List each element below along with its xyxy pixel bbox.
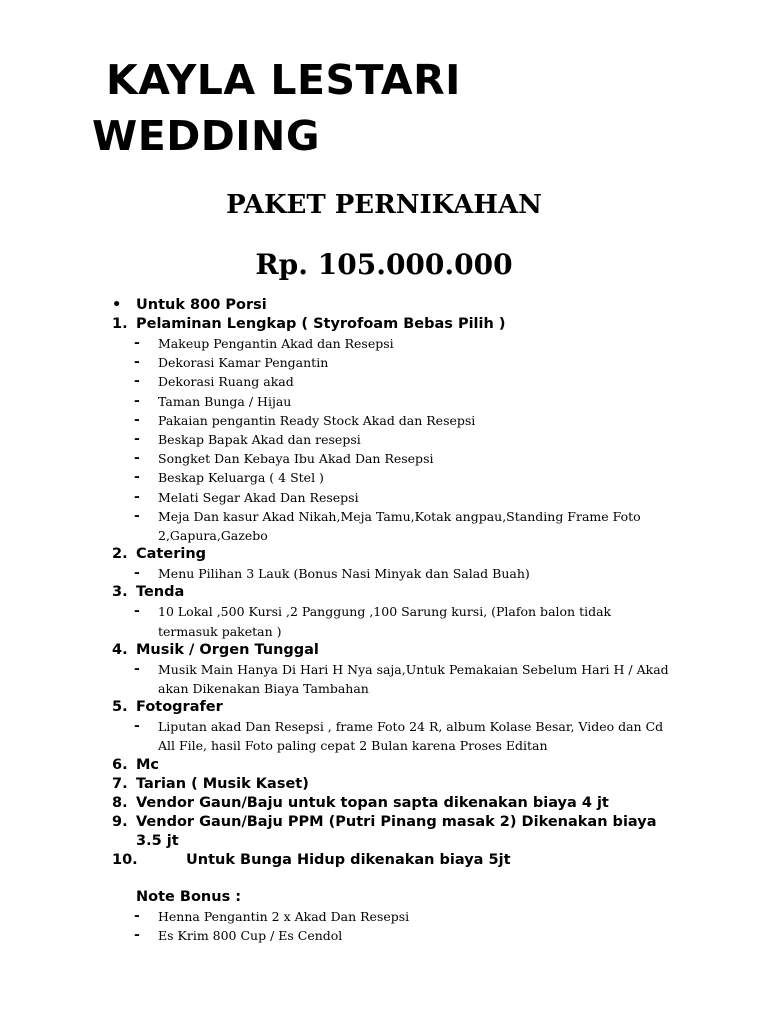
dash-marker: - [134, 411, 140, 428]
list-item-number: 5. [112, 699, 128, 716]
list-item-label: Tarian ( Musik Kaset) [136, 775, 309, 792]
dash-marker: - [134, 507, 140, 524]
dash-marker: - [134, 660, 140, 677]
sub-item-text: Dekorasi Kamar Pengantin [158, 355, 329, 371]
list-item-number: 3. [112, 584, 128, 601]
note-item-text: Es Krim 800 Cup / Es Cendol [158, 927, 343, 943]
sub-item [112, 334, 672, 353]
title-line-2: WEDDING [92, 112, 321, 160]
sub-item [112, 430, 672, 449]
spacer [112, 870, 672, 888]
sub-item-text: Liputan akad Dan Resepsi , frame Foto 24 R, album Kolase Besar, Video dan Cd All File, hasil Foto paling cepat 2 Bulan karena Proses Editan [158, 719, 664, 754]
list-item [112, 545, 672, 564]
list-item-number: 2. [112, 546, 128, 563]
package-heading: PAKET PERNIKAHAN [226, 190, 542, 220]
list-item-label: Untuk Bunga Hidup dikenakan biaya 5jt [186, 851, 511, 868]
package-price: Rp. 105.000.000 [255, 248, 513, 281]
list-item-number: 9. [112, 813, 128, 830]
bullet-text: Untuk 800 Porsi [136, 297, 267, 313]
list-item-label: Catering [136, 546, 207, 563]
dash-marker: - [134, 565, 140, 582]
sub-item-text: Menu Pilihan 3 Lauk (Bonus Nasi Minyak dan Salad Buah) [158, 566, 530, 582]
dash-marker: - [134, 718, 140, 735]
sub-item [112, 602, 672, 640]
sub-item [112, 372, 672, 391]
note-item [112, 926, 672, 945]
sub-item-text: Melati Segar Akad Dan Resepsi [158, 489, 359, 505]
list-item-number: 10. [112, 851, 138, 868]
note-item-text: Henna Pengantin 2 x Akad Dan Resepsi [158, 908, 410, 924]
sub-item [112, 468, 672, 487]
document-title [92, 52, 652, 164]
sub-item [112, 717, 672, 755]
list-item-label: Vendor Gaun/Baju PPM (Putri Pinang masak 2) Dikenakan biaya 3.5 jt [136, 813, 657, 849]
list-item [112, 851, 672, 870]
title-line-1: KAYLA LESTARI [106, 56, 461, 104]
dash-marker: - [134, 354, 140, 371]
list-item-number: 4. [112, 641, 128, 658]
list-item-label: Mc [136, 756, 160, 773]
portion-bullet [112, 296, 672, 315]
list-item-label: Musik / Orgen Tunggal [136, 641, 319, 658]
list-item-label: Tenda [136, 584, 185, 601]
dash-marker: - [134, 392, 140, 409]
list-item [112, 775, 672, 794]
sub-item-text: Musik Main Hanya Di Hari H Nya saja,Untuk Pemakaian Sebelum Hari H / Akad akan Dikenakan Biaya Tambahan [158, 661, 669, 697]
sub-item-text: Taman Bunga / Hijau [158, 393, 292, 409]
list-item-label: Vendor Gaun/Baju untuk topan sapta dikenakan biaya 4 jt [136, 794, 609, 811]
dash-marker: - [134, 450, 140, 467]
list-item [112, 583, 672, 602]
sub-item [112, 411, 672, 430]
sub-item [112, 392, 672, 411]
list-item-label: Fotografer [136, 699, 223, 716]
list-item-number: 1. [112, 316, 128, 332]
sub-item-text: Makeup Pengantin Akad dan Resepsi [158, 336, 394, 351]
list-item [112, 315, 672, 334]
list-item [112, 756, 672, 775]
sub-item [112, 449, 672, 468]
dash-marker: - [134, 373, 140, 390]
sub-item-text: Beskap Keluarga ( 4 Stel ) [158, 470, 324, 486]
sub-item [112, 353, 672, 372]
list-item [112, 698, 672, 717]
list-item-number: 6. [112, 756, 128, 773]
sub-item [112, 488, 672, 507]
list-item-number: 7. [112, 775, 128, 792]
list-item [112, 813, 672, 851]
sub-item-text: Songket Dan Kebaya Ibu Akad Dan Resepsi [158, 451, 434, 467]
package-list [112, 296, 672, 945]
note-heading: Note Bonus : [136, 888, 242, 905]
dash-marker: - [134, 488, 140, 505]
list-item [112, 794, 672, 813]
dash-marker: - [134, 603, 140, 620]
note-item [112, 907, 672, 926]
dash-marker: - [134, 926, 140, 943]
list-item-label: Pelaminan Lengkap ( Styrofoam Bebas Pilih ) [136, 316, 506, 332]
sub-item-text: Meja Dan kasur Akad Nikah,Meja Tamu,Kotak angpau,Standing Frame Foto 2,Gapura,Gazebo [158, 508, 641, 544]
dash-marker: - [134, 469, 140, 486]
bullet-marker: • [112, 297, 122, 313]
sub-item-text: Dekorasi Ruang akad [158, 374, 294, 390]
sub-item-text: 10 Lokal ,500 Kursi ,2 Panggung ,100 Sarung kursi, (Plafon balon tidak termasuk paketan ) [158, 604, 612, 639]
sub-item [112, 507, 672, 545]
sub-item [112, 660, 672, 698]
dash-marker: - [134, 907, 140, 924]
list-item [112, 641, 672, 660]
dash-marker: - [134, 431, 140, 448]
sub-item-text: Beskap Bapak Akad dan resepsi [158, 432, 361, 448]
sub-item-text: Pakaian pengantin Ready Stock Akad dan Resepsi [158, 412, 476, 428]
list-item-number: 8. [112, 794, 128, 811]
dash-marker: - [134, 335, 140, 351]
sub-item [112, 564, 672, 583]
